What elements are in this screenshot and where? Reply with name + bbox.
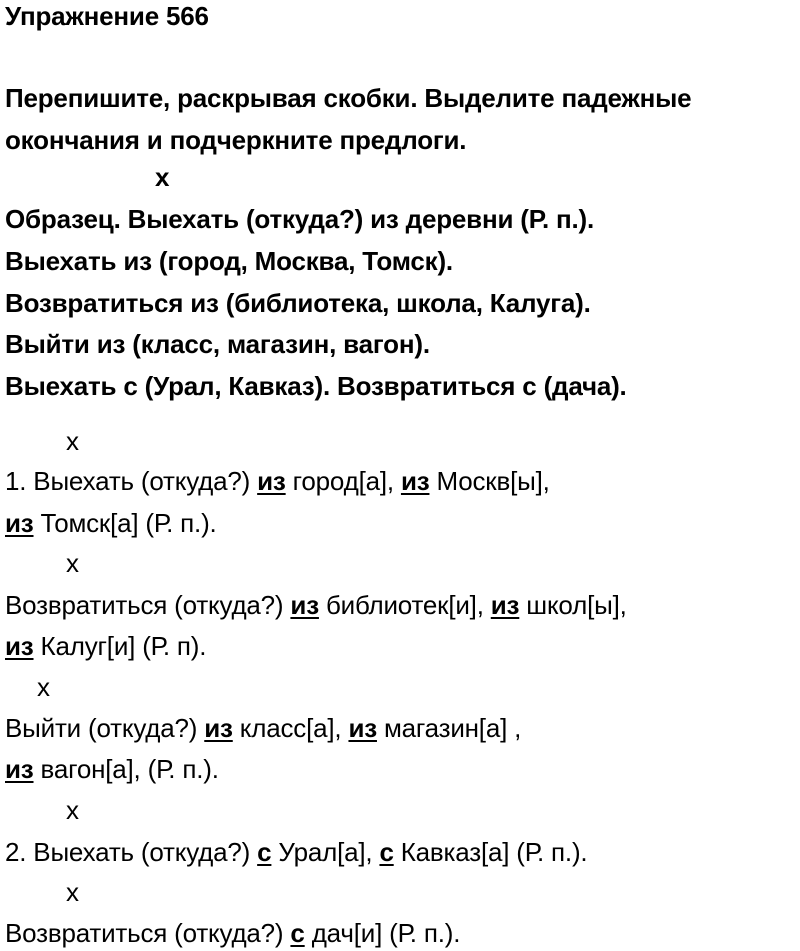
answer-text: школ[ы], [519, 590, 627, 620]
preposition: из [5, 508, 34, 538]
preposition: из [490, 590, 520, 620]
answer-mark-3: x [37, 672, 50, 702]
answer-mark-2: x [66, 548, 79, 578]
answer-line-5 [5, 917, 460, 949]
answer-mark-1: x [66, 426, 79, 456]
answer-text: Томск[а] (Р. п.). [33, 508, 217, 538]
answer-text: магазин[а] , [376, 713, 522, 743]
task-item-1: Выехать из (город, Москва, Томск). [5, 246, 453, 276]
answer-line-1b [5, 507, 217, 539]
task-item-2: Возвратиться из (библиотека, школа, Калуга). [5, 288, 591, 318]
answer-text: Возвратиться (откуда?) [5, 918, 291, 948]
preposition: с [290, 918, 305, 948]
answer-text: библиотек[и], [318, 590, 491, 620]
answer-line-1a [5, 465, 550, 497]
answer-text: дач[и] (Р. п.). [304, 918, 461, 948]
answer-text: вагон[а], (Р. п.). [33, 754, 219, 784]
answer-line-3a [5, 712, 521, 744]
answer-text: город[а], [285, 466, 401, 496]
sample-x-mark: x [155, 162, 170, 192]
preposition: с [379, 837, 394, 867]
task-line-1: Перепишите, раскрывая скобки. Выделите падежные [5, 83, 692, 113]
answer-line-4 [5, 836, 587, 868]
answer-mark-5: x [66, 877, 79, 907]
preposition: из [5, 631, 34, 661]
answer-text: Выйти (откуда?) [5, 713, 205, 743]
task-line-2: окончания и подчеркните предлоги. [5, 125, 467, 155]
preposition: из [400, 466, 430, 496]
answer-text: Москв[ы], [429, 466, 550, 496]
task-item-4: Выехать с (Урал, Кавказ). Возвратиться с (дача). [5, 371, 627, 401]
preposition: с [257, 837, 272, 867]
preposition: из [257, 466, 286, 496]
answer-text: 1. Выехать (откуда?) [5, 466, 258, 496]
preposition: из [290, 590, 319, 620]
sample-line: Образец. Выехать (откуда?) из деревни (Р. п.). [5, 204, 595, 234]
preposition: из [204, 713, 233, 743]
answer-line-2b [5, 630, 206, 662]
answer-line-2a [5, 589, 627, 621]
answer-text: Калуг[и] (Р. п). [33, 631, 207, 661]
answer-text: 2. Выехать (откуда?) [5, 837, 258, 867]
answer-text: Кавказ[а] (Р. п.). [393, 837, 588, 867]
answer-line-3b [5, 753, 219, 785]
answer-text: Урал[а], [271, 837, 380, 867]
exercise-title: Упражнение 566 [5, 1, 209, 31]
answer-mark-4: x [66, 795, 79, 825]
preposition: из [5, 754, 34, 784]
answer-text: класс[а], [232, 713, 349, 743]
preposition: из [348, 713, 377, 743]
answer-text: Возвратиться (откуда?) [5, 590, 291, 620]
task-item-3: Выйти из (класс, магазин, вагон). [5, 329, 430, 359]
